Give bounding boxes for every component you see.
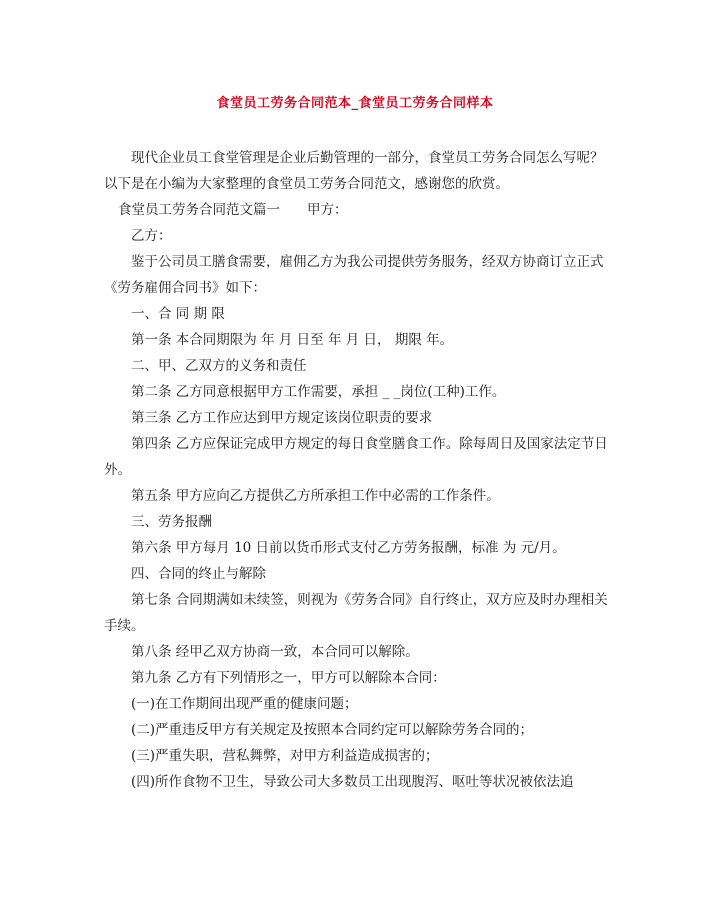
clause-paragraph: 第六条 甲方每月 10 日前以货币形式支付乙方劳务报酬，标准 为 元/月。: [131, 540, 566, 556]
clause-paragraph: 第二条 乙方同意根据甲方工作需要，承担 _ _岗位(工种)工作。: [131, 384, 506, 400]
preamble-paragraph: 鉴于公司员工膳食需要，雇佣乙方为我公司提供劳务服务，经双方协商订立正式《劳务雇佣合同书》如下：: [104, 254, 604, 296]
intro-paragraph: 现代企业员工食堂管理是企业后勤管理的一部分，食堂员工劳务合同怎么写呢？以下是在小编为大家整理的食堂员工劳务合同范文，感谢您的欣赏。: [104, 150, 604, 192]
document-body: [104, 145, 614, 795]
clause-paragraph: 第一条 本合同期限为 年 月 日至 年 月 日， 期限 年。: [131, 332, 454, 348]
chapter-heading: 二、甲、乙双方的义务和责任: [131, 358, 307, 374]
chapter-heading: 一、合 同 期 限: [131, 306, 225, 322]
list-item: (二)严重违反甲方有关规定及按照本合同约定可以解除劳务合同的；: [131, 722, 534, 738]
chapter-heading: 三、劳务报酬: [131, 514, 212, 530]
party-b-line: 乙方：: [131, 228, 172, 244]
list-item: (一)在工作期间出现严重的健康问题；: [131, 696, 358, 712]
clause-paragraph: 第五条 甲方应向乙方提供乙方所承担工作中必需的工作条件。: [131, 488, 500, 504]
document-title: 食堂员工劳务合同范本_食堂员工劳务合同样本: [216, 96, 494, 111]
clause-paragraph: 第四条 乙方应保证完成甲方规定的每日食堂膳食工作。除每周日及国家法定节日外。: [104, 436, 608, 478]
list-item: (三)严重失职，营私舞弊，对甲方利益造成损害的；: [131, 748, 439, 764]
clause-paragraph: 第三条 乙方工作应达到甲方规定该岗位职责的要求: [131, 410, 433, 426]
section-heading-party-a: 食堂员工劳务合同范文篇一 甲方：: [118, 202, 348, 218]
chapter-heading: 四、合同的终止与解除: [131, 566, 266, 582]
clause-paragraph: 第八条 经甲乙双方协商一致，本合同可以解除。: [131, 644, 419, 660]
clause-paragraph: 第九条 乙方有下列情形之一，甲方可以解除本合同：: [131, 670, 446, 686]
list-item: (四)所作食物不卫生，导致公司大多数员工出现腹泻、呕吐等状况被依法追: [131, 774, 574, 790]
clause-paragraph: 第七条 合同期满如未续签，则视为《劳务合同》自行终止，双方应及时办理相关手续。: [104, 592, 608, 634]
